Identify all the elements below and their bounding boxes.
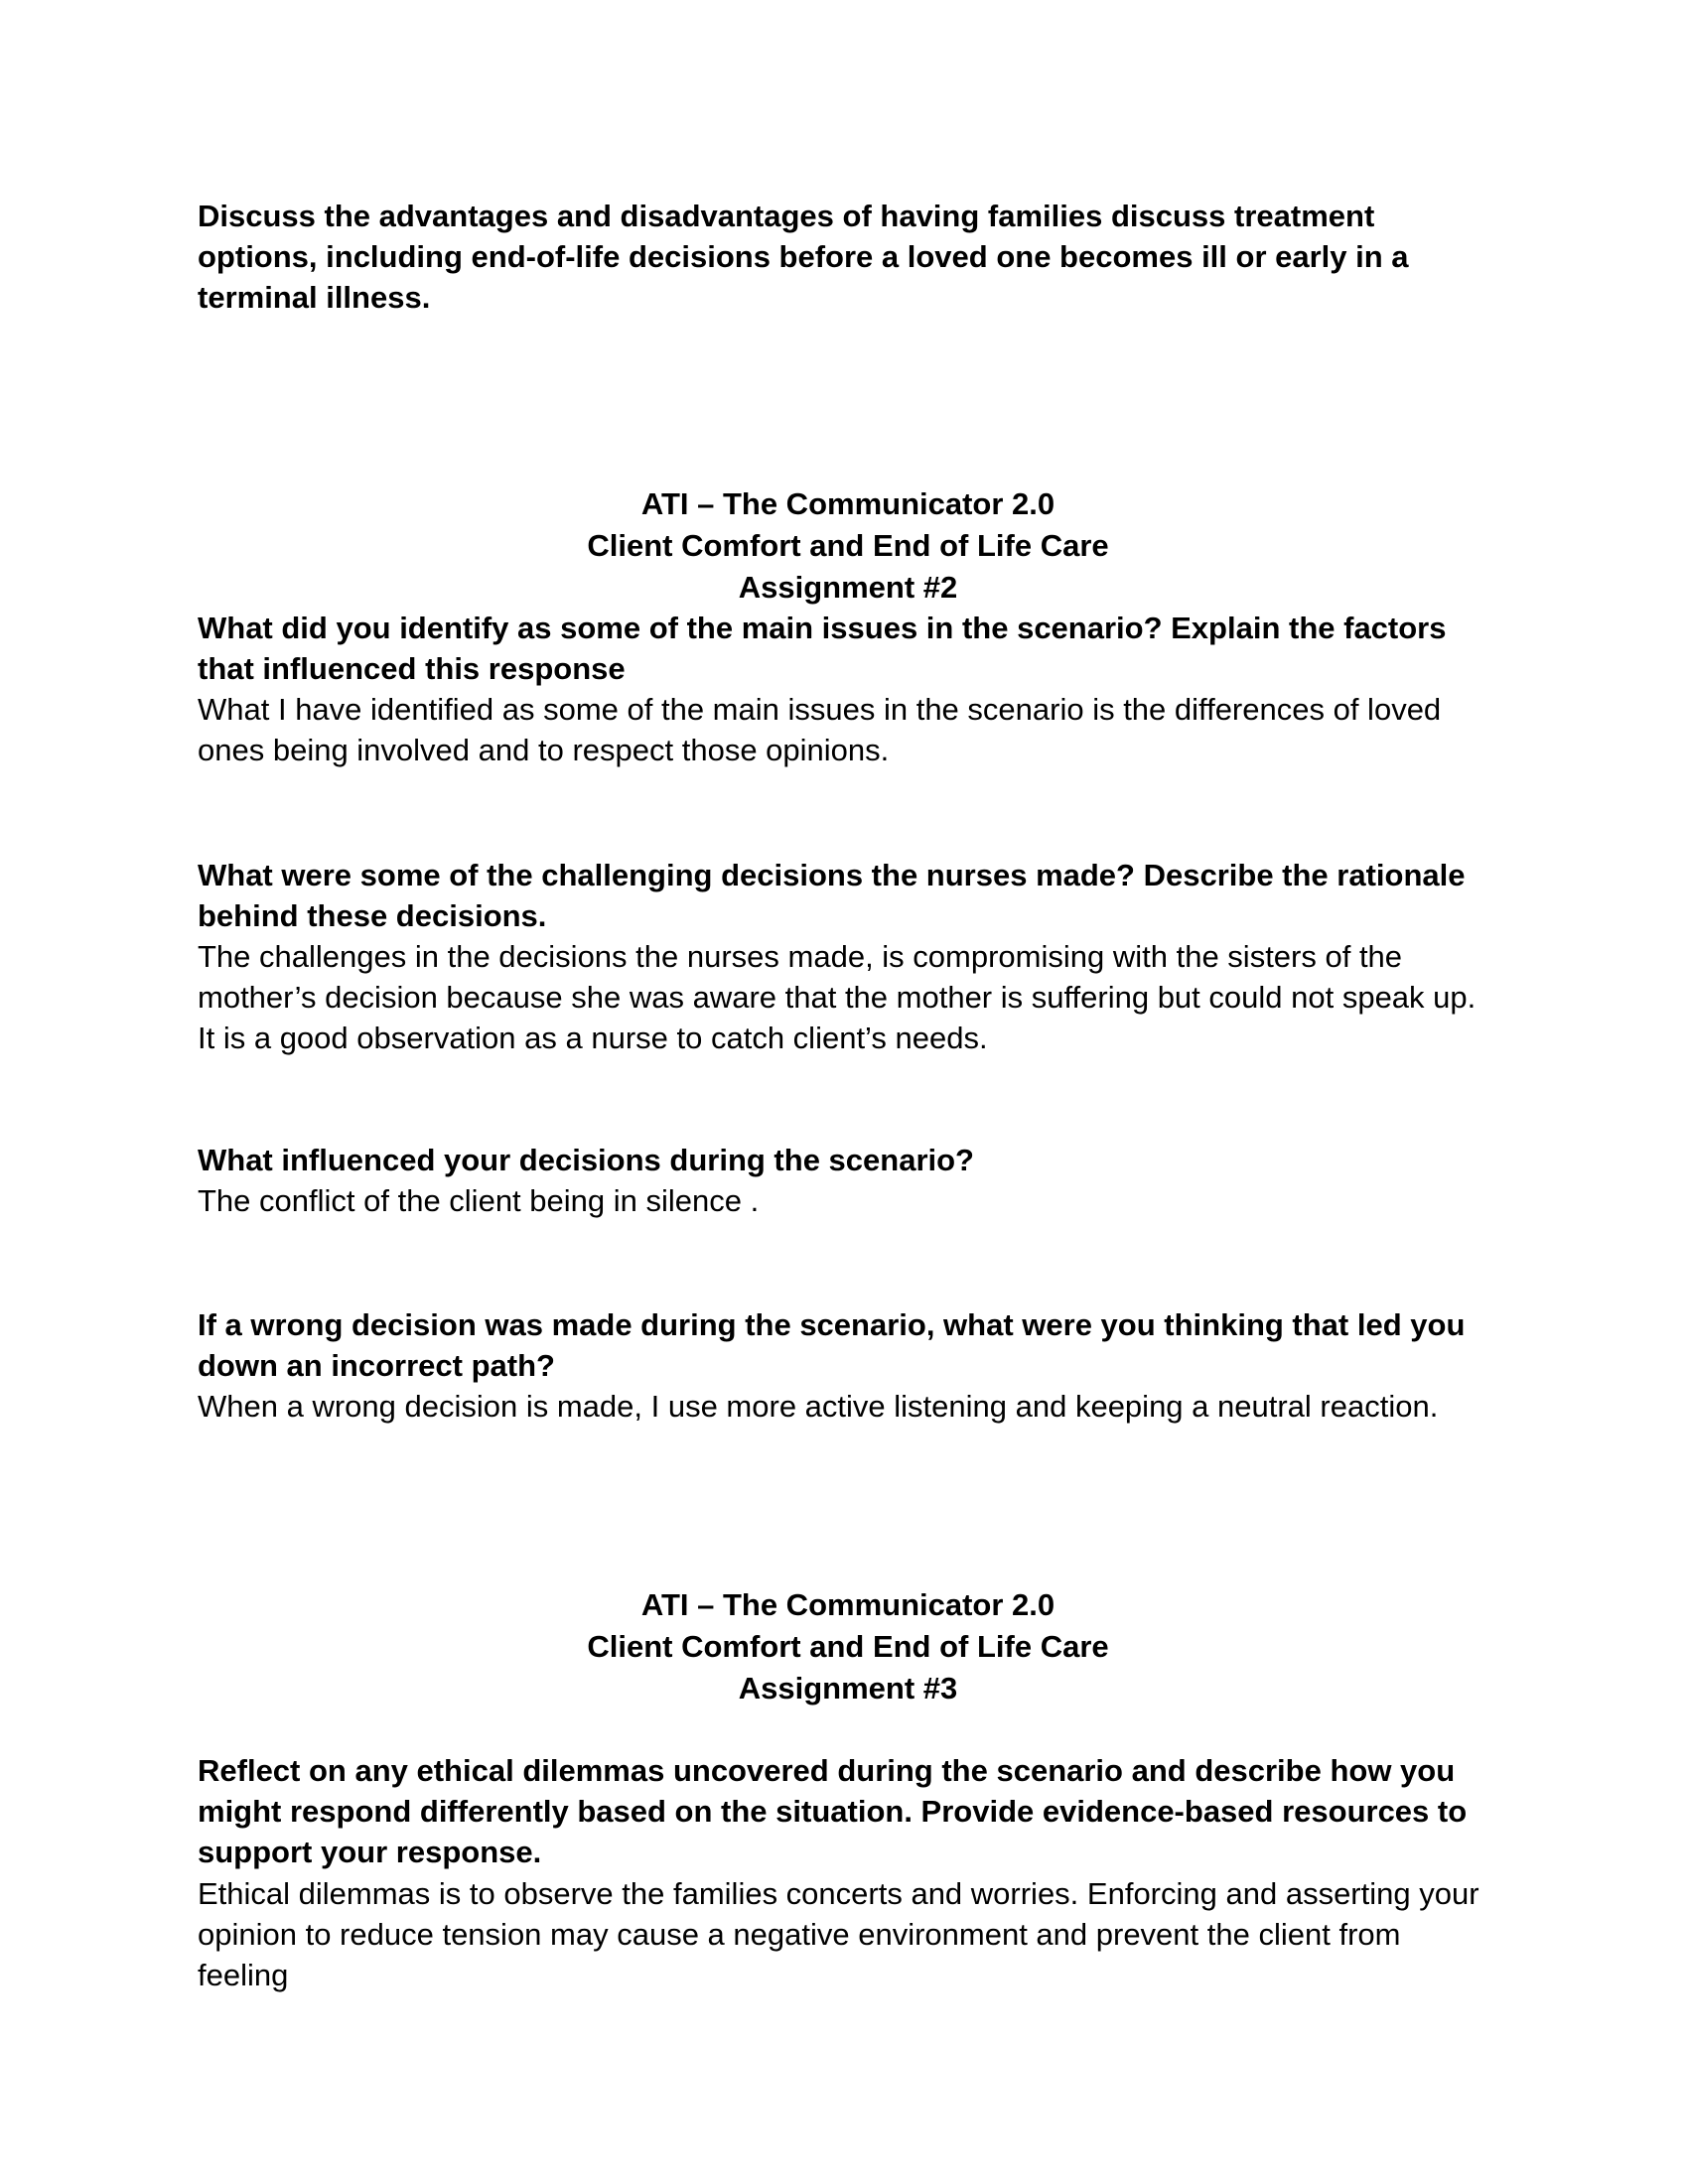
answer-ethical-dilemmas: Ethical dilemmas is to observe the families concerts and worries. Enforcing and asserting your opinion to reduce tension may cause a negative environment and prevent the client from feeling — [198, 1876, 1479, 1992]
assignment-2-heading — [198, 483, 1498, 609]
heading-line-subtitle: Client Comfort and End of Life Care — [587, 528, 1109, 563]
answer-challenging-decisions: The challenges in the decisions the nurses made, is compromising with the sisters of the mother’s decision because she was aware that the mother is suffering but could not speak up. It is a good observation as a nurse to catch client’s needs. — [198, 939, 1477, 1055]
answer-wrong-decision: When a wrong decision is made, I use more active listening and keeping a neutral reaction. — [198, 1389, 1439, 1424]
heading-line-title: ATI – The Communicator 2.0 — [640, 486, 1055, 521]
question-main-issues: What did you identify as some of the main issues in the scenario? Explain the factors that influenced this response — [198, 611, 1447, 686]
heading-line-subtitle: Client Comfort and End of Life Care — [587, 1629, 1109, 1664]
heading-line-assignment: Assignment #2 — [738, 570, 958, 605]
question-challenging-decisions: What were some of the challenging decisions the nurses made? Describe the rationale behind these decisions. — [198, 858, 1466, 933]
assignment-3-heading — [198, 1584, 1498, 1709]
question-influences: What influenced your decisions during the scenario? — [198, 1143, 974, 1177]
question-ethical-dilemmas: Reflect on any ethical dilemmas uncovered during the scenario and describe how you might respond differently based on the situation. Provide evidence-based resources to support your response. — [198, 1753, 1468, 1869]
heading-line-assignment: Assignment #3 — [738, 1671, 958, 1706]
answer-main-issues: What I have identified as some of the main issues in the scenario is the differences of loved ones being involved and to respect those opinions. — [198, 692, 1442, 767]
question-wrong-decision: If a wrong decision was made during the scenario, what were you thinking that led you down an incorrect path? — [198, 1307, 1466, 1383]
heading-line-title: ATI – The Communicator 2.0 — [640, 1587, 1055, 1622]
intro-question: Discuss the advantages and disadvantages of having families discuss treatment options, including end-of-life decisions before a loved one becomes ill or early in a terminal illness. — [198, 199, 1409, 315]
answer-influences: The conflict of the client being in silence . — [198, 1183, 760, 1218]
